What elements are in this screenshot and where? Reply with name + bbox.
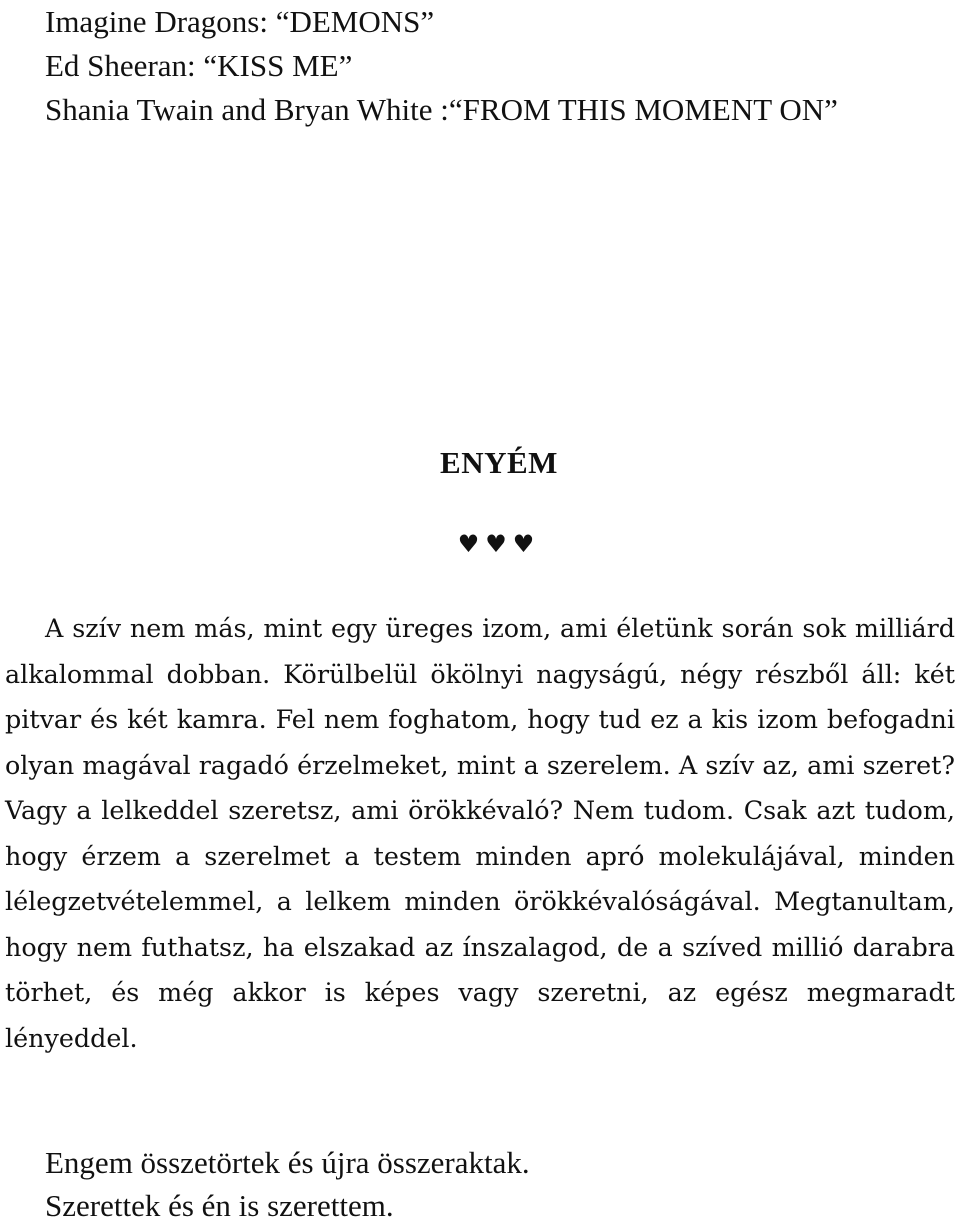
- closing-line: Engem összetörtek és újra összeraktak.: [45, 1145, 530, 1180]
- heart-ornament-icon: ♥♥♥: [457, 530, 541, 558]
- song-list: [5, 0, 955, 132]
- song-line: Imagine Dragons: “DEMONS”: [45, 4, 435, 39]
- song-line: Ed Sheeran: “KISS ME”: [45, 48, 353, 83]
- song-line: Shania Twain and Bryan White :“FROM THIS MOMENT ON”: [45, 92, 838, 127]
- closing-line: Szerettek és én is szerettem.: [45, 1188, 394, 1223]
- body-paragraph: A szív nem más, mint egy üreges izom, ami életünk során sok milliárd alkalommal dobban. Körülbelül ökölnyi nagyságú, négy részből áll: két pitvar és két kamra. Fel nem foghatom, hogy tud ez a kis izom befogadni olyan magával ragadó érzelmeket, mint a szerelem. A szív az, ami szeret? Vagy a lelkeddel szeretsz, ami örökkévaló? Nem tudom. Csak azt tudom, hogy érzem a szerelmet a testem minden apró molekulájával, minden lélegzetvételemmel, a lelkem minden örökkévalóságával. Megtanultam, hogy nem futhatsz, ha elszakad az ínszalagod, de a szíved millió darabra törhet, és még akkor is képes vagy szeretni, az egész megmaradt lényeddel.: [5, 613, 955, 1053]
- chapter-title: ENYÉM: [440, 445, 558, 480]
